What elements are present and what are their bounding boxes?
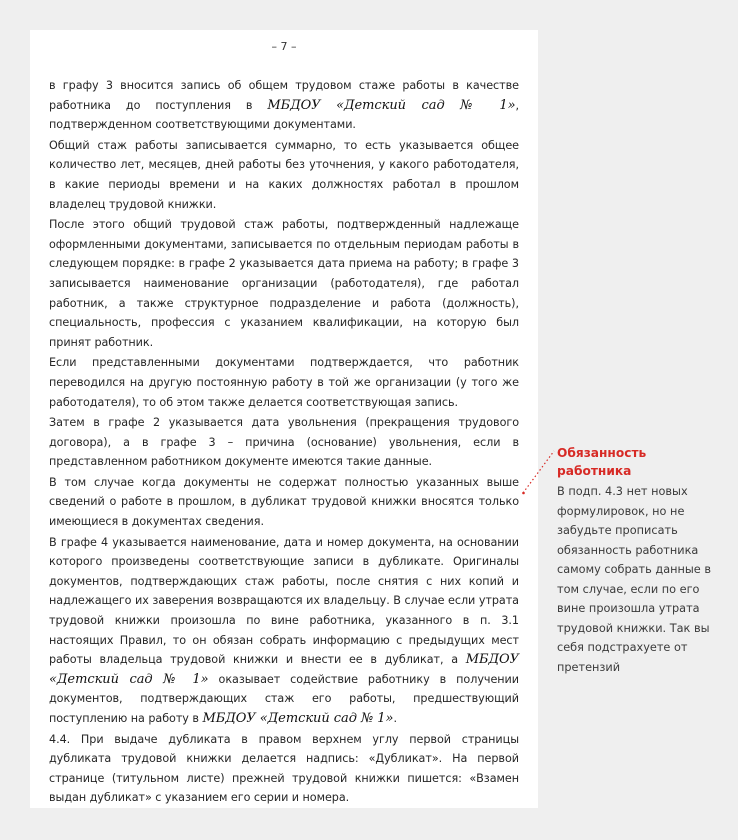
p1-text-b: , подтвержденном соответствующими документами. (49, 98, 519, 132)
p7-text-a: В графе 4 указывается наименование, дата и номер документа, на основании которого произведены соответствующие записи в дубликате. Оригиналы документов, подтверждающих стаж работы, после снятия с них копий и надлежащего их заверения возвращаются их владельцу. В случае если утрата трудовой книжки произошла по вине работника, указанного в п. 3.1 настоящих Правил, то он обязан собрать информацию с предыдущих мест работы владельца трудовой книжки и внести ее в дубликат, а (49, 535, 519, 667)
org-name: МБДОУ «Детский сад № 1» (267, 97, 516, 113)
paragraph-8: 4.4. При выдаче дубликата в правом верхнем углу первой страницы дубликата трудовой книжки делается надпись: «Дубликат». На первой странице (титульном листе) прежней трудовой книжки пишется: «Взамен выдан дубликат» с указанием его серии и номера. (49, 732, 519, 805)
sidenote-title-line-1: Обязанность (557, 446, 647, 460)
p7-text-b: оказывает содействие работнику в получении документов, подтверждающих стаж его работы, предшествующий поступлению на работу в (49, 672, 519, 725)
sidenote (557, 444, 727, 677)
paragraph-5: Затем в графе 2 указывается дата увольнения (прекращения трудового договора), а в графе 3 – причина (основание) увольнения, если в представленном работником документе имеются такие данные. (49, 416, 519, 469)
sidenote-connector (522, 449, 556, 495)
connector-dot (522, 492, 525, 495)
sidenote-title-line-2: работника (557, 464, 632, 478)
org-name: МБДОУ «Детский сад № 1» (49, 652, 519, 687)
paragraph-7 (49, 533, 519, 729)
connector-dotted-line (523, 451, 554, 493)
paragraph-4: Если представленными документами подтверждается, что работник переводился на другую постоянную работу в той же организации (у того же работодателя), то об этом также делается соответствующая запись. (49, 356, 519, 409)
org-name: МБДОУ «Детский сад № 1» (202, 711, 394, 726)
sidenote-body: В подп. 4.3 нет новых формулировок, но не забудьте прописать обязанность работника самому собрать данные в том случае, если по его вине произошла утрата трудовой книжки. Так вы себя подстрахуете от претензий (557, 485, 712, 674)
p7-text-c: . (393, 712, 397, 725)
paragraph-3: После этого общий трудовой стаж работы, подтвержденный надлежаще оформленными документами, записывается по отдельным периодам работы в следующем порядке: в графе 2 указывается дата приема на работу; в графе 3 записывается наименование организации (работодателя), где работал работник, а также структурное подразделение и работа (должность), специальность, профессия с указанием квалификации, на которую был принят работник. (49, 218, 519, 349)
main-text (49, 76, 519, 809)
document-page (30, 30, 538, 808)
page-number: – 7 – (271, 40, 297, 53)
sidenote-title (557, 444, 727, 480)
paragraph-6: В том случае когда документы не содержат полностью указанных выше сведений о работе в прошлом, в дубликат трудовой книжки вносятся только имеющиеся в документах сведения. (49, 475, 519, 529)
paragraph-2: Общий стаж работы записывается суммарно, то есть указывается общее количество лет, месяцев, дней работы без уточнения, у какого работодателя, в какие периоды времени и на каких должностях работал в прошлом владелец трудовой книжки. (49, 138, 519, 211)
p1-text-a: в графу 3 вносится запись об общем трудовом стаже работы в качестве работника до поступления в (49, 79, 519, 112)
paragraph-1 (49, 76, 519, 135)
